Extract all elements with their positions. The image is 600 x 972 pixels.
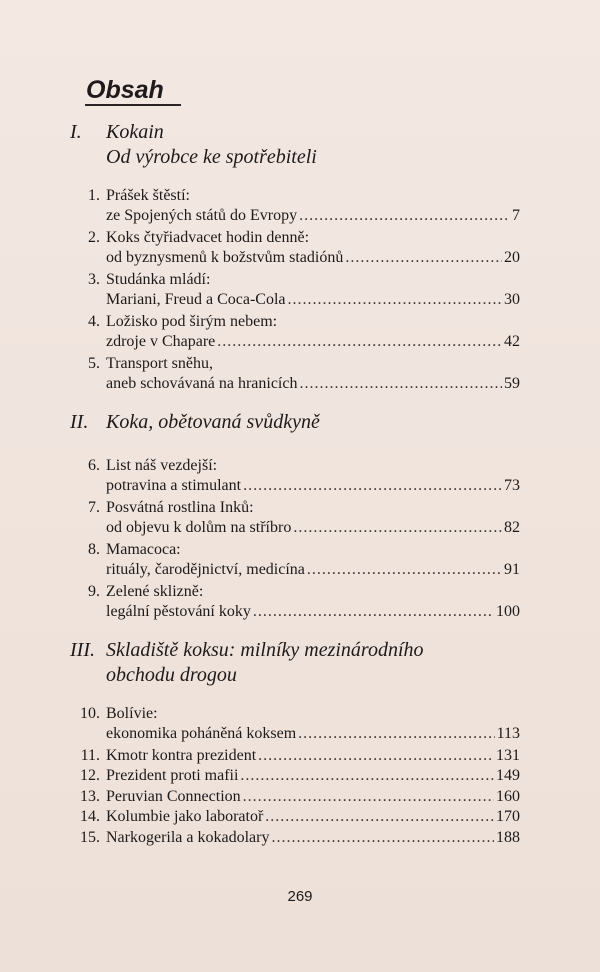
page-ref: 113 — [496, 725, 520, 742]
leader-dots — [299, 206, 510, 226]
chapter-subtitle: Mariani, Freud a Coca-Cola — [106, 291, 286, 308]
part-title: Kokain Od výrobce ke spotřebiteli — [106, 121, 317, 168]
page-ref: 149 — [496, 767, 520, 784]
page-ref: 160 — [496, 788, 520, 805]
chapter-title: Peruvian Connection — [106, 788, 241, 805]
leader-dots — [299, 374, 502, 394]
chapter-number: 3. — [88, 271, 100, 288]
chapter-number: 4. — [88, 313, 100, 330]
contents-heading: Obsah — [86, 76, 164, 104]
chapter-number: 1. — [88, 187, 100, 204]
chapter-title: Kolumbie jako laboratoř — [106, 808, 264, 825]
chapter-number: 15. — [80, 829, 100, 846]
page-ref: 7 — [512, 207, 520, 224]
chapter-title: Posvátná rostlina Inků: — [106, 499, 254, 516]
chapter-number: 10. — [80, 705, 100, 722]
chapter-title: Prášek štěstí: — [106, 187, 190, 204]
part-title: Koka, obětovaná svůdkyně — [106, 411, 320, 433]
chapter-number: 6. — [88, 457, 100, 474]
chapter-title: Ložisko pod širým nebem: — [106, 313, 278, 330]
chapter-subtitle: ekonomika poháněná koksem — [106, 725, 297, 742]
chapter-number: 7. — [88, 499, 100, 516]
chapter-subtitle: ze Spojených států do Evropy — [106, 207, 298, 224]
leader-dots — [288, 290, 503, 310]
chapter-subtitle: zdroje v Chapare — [106, 333, 216, 350]
page-ref: 59 — [504, 375, 520, 392]
page-number: 269 — [287, 888, 313, 905]
part-number: III. — [70, 639, 95, 661]
heading-underline — [85, 104, 181, 106]
part-title: Skladiště koksu: milníky mezinárodního obchodu drogou — [106, 639, 424, 686]
chapter-title: Mamacoca: — [106, 541, 181, 558]
chapter-title: Transport sněhu, — [106, 355, 213, 372]
chapter-title: Bolívie: — [106, 705, 158, 722]
chapter-subtitle: od byznysmenů k božstvům stadiónů — [106, 249, 344, 266]
leader-dots — [217, 332, 502, 352]
chapter-subtitle: rituály, čarodějnictví, medicína — [106, 561, 305, 578]
leader-dots — [271, 828, 494, 848]
leader-dots — [293, 518, 502, 538]
chapter-subtitle: legální pěstování koky — [106, 603, 251, 620]
chapter-number: 14. — [80, 808, 100, 825]
leader-dots — [298, 724, 494, 744]
page-ref: 170 — [496, 808, 520, 825]
leader-dots — [240, 766, 494, 786]
chapter-number: 12. — [80, 767, 100, 784]
chapter-title: Koks čtyřiadvacet hodin denně: — [106, 229, 310, 246]
part-number: II. — [70, 411, 89, 433]
chapter-title: Prezident proti mafii — [106, 767, 239, 784]
page-ref: 131 — [496, 747, 520, 764]
chapter-title: Studánka mládí: — [106, 271, 211, 288]
page-ref: 100 — [496, 603, 520, 620]
leader-dots — [307, 560, 502, 580]
page-ref: 82 — [504, 519, 520, 536]
leader-dots — [253, 602, 494, 622]
chapter-number: 2. — [88, 229, 100, 246]
page-ref: 73 — [504, 477, 520, 494]
page-ref: 91 — [504, 561, 520, 578]
chapter-title: Zelené sklizně: — [106, 583, 204, 600]
chapter-number: 13. — [80, 788, 100, 805]
chapter-subtitle: aneb schovávaná na hranicích — [106, 375, 298, 392]
page-ref: 188 — [496, 829, 520, 846]
chapter-number: 5. — [88, 355, 100, 372]
chapter-number: 9. — [88, 583, 100, 600]
page-ref: 30 — [504, 291, 520, 308]
chapter-subtitle: potravina a stimulant — [106, 477, 242, 494]
chapter-number: 8. — [88, 541, 100, 558]
page-ref: 20 — [504, 249, 520, 266]
chapter-title: List náš vezdejší: — [106, 457, 218, 474]
leader-dots — [243, 787, 494, 807]
leader-dots — [265, 807, 494, 827]
part-number: I. — [70, 121, 82, 143]
leader-dots — [345, 248, 502, 268]
chapter-number: 11. — [80, 747, 100, 764]
page-ref: 42 — [504, 333, 520, 350]
chapter-title: Kmotr kontra prezident — [106, 747, 257, 764]
chapter-subtitle: od objevu k dolům na stříbro — [106, 519, 292, 536]
leader-dots — [258, 746, 494, 766]
leader-dots — [243, 476, 502, 496]
chapter-title: Narkogerila a kokadolary — [106, 829, 270, 846]
